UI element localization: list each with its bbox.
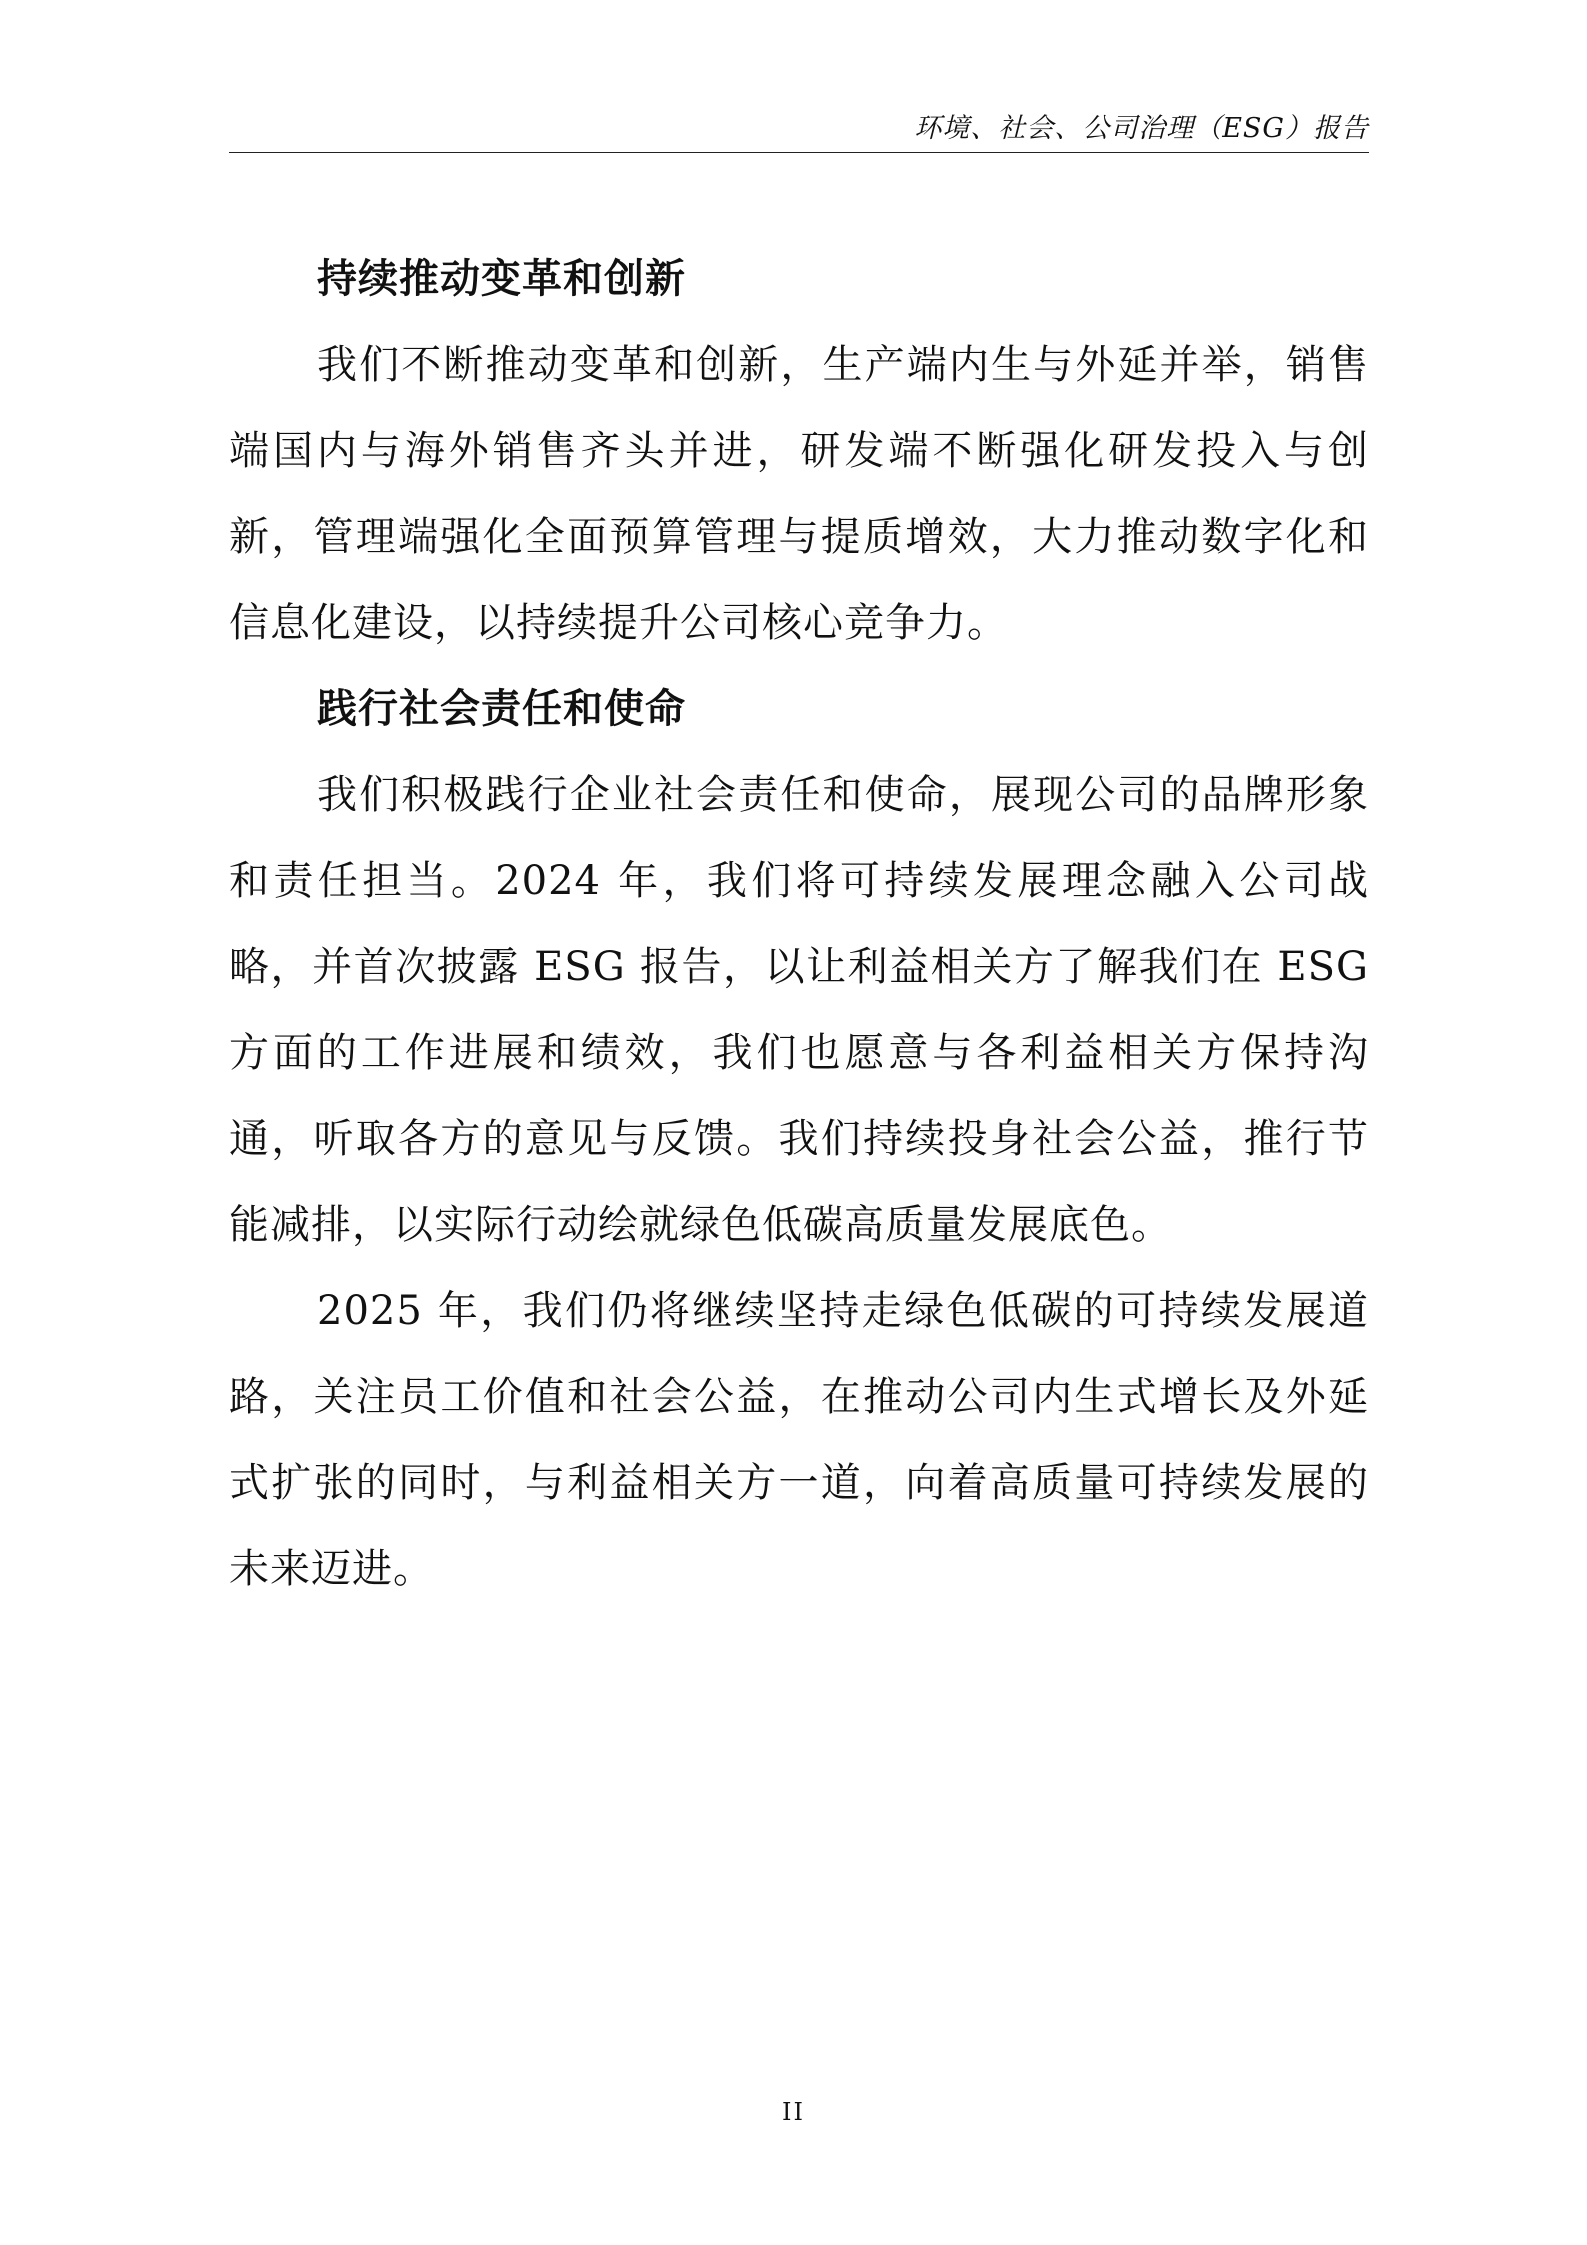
page-header xyxy=(229,110,1369,153)
paragraph-innovation: 我们不断推动变革和创新，生产端内生与外延并举，销售端国内与海外销售齐头并进，研发端不断强化研发投入与创新，管理端强化全面预算管理与提质增效，大力推动数字化和信息化建设，以持续提升公司核心竞争力。 xyxy=(229,342,1369,646)
paragraph-outlook-2025: 2025 年，我们仍将继续坚持走绿色低碳的可持续发展道路，关注员工价值和社会公益，在推动公司内生式增长及外延式扩张的同时，与利益相关方一道，向着高质量可持续发展的未来迈进。 xyxy=(229,1288,1369,1592)
section-heading-responsibility: 践行社会责任和使命 xyxy=(317,686,686,732)
main-content xyxy=(229,236,1369,1612)
section-heading-innovation: 持续推动变革和创新 xyxy=(317,256,686,302)
header-title: 环境、社会、公司治理（ESG）报告 xyxy=(914,113,1369,144)
paragraph-responsibility: 我们积极践行企业社会责任和使命，展现公司的品牌形象和责任担当。2024 年，我们将可持续发展理念融入公司战略，并首次披露 ESG 报告，以让利益相关方了解我们在 ESG 方面的工作进展和绩效，我们也愿意与各利益相关方保持沟通，听取各方的意见与反馈。我们持续投身社会公益，推行节能减排，以实际行动绘就绿色低碳高质量发展底色。 xyxy=(229,772,1369,1248)
page-number: II xyxy=(782,2098,805,2126)
